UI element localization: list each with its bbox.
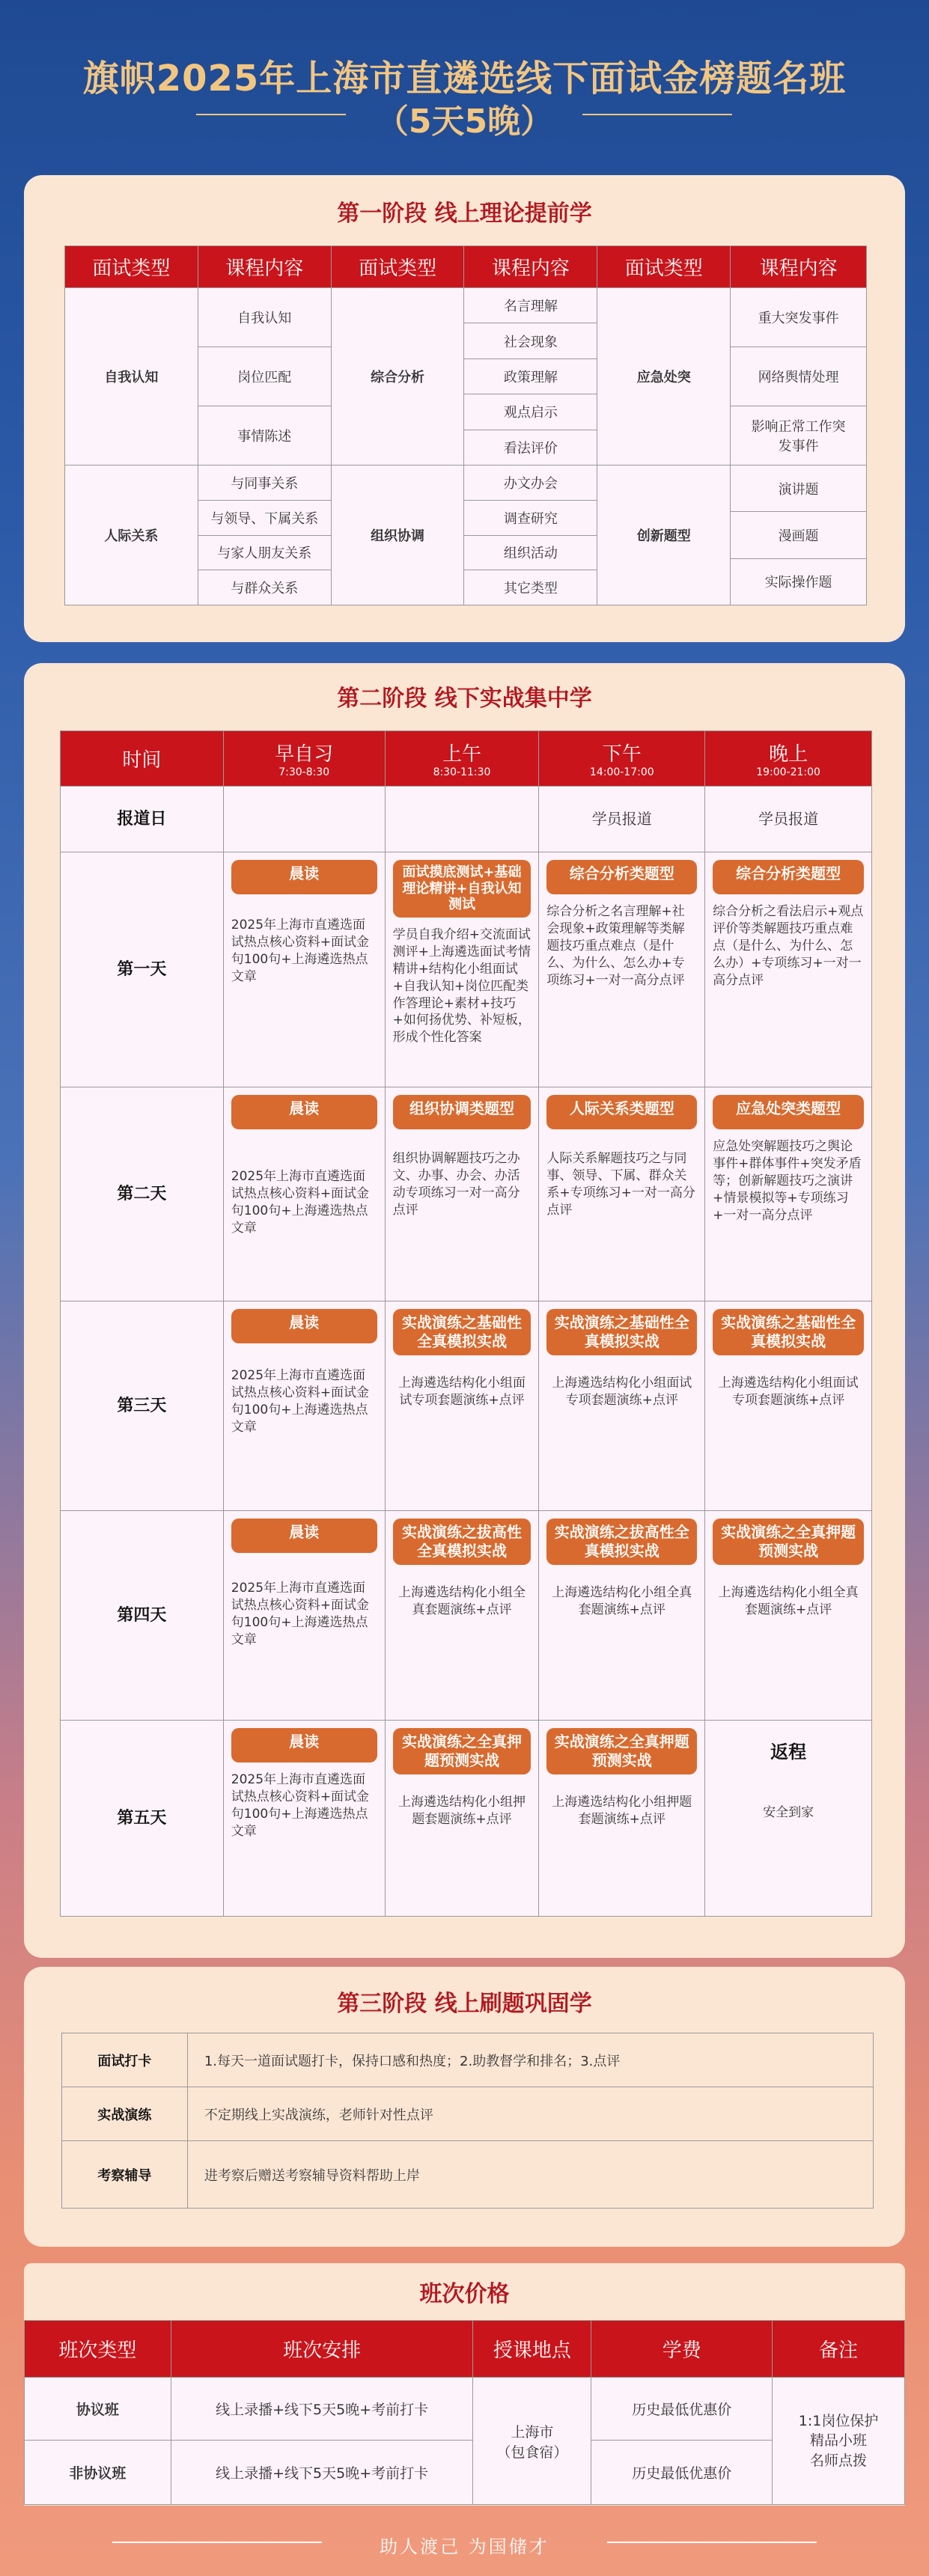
course-item: 漫画题 (731, 512, 866, 558)
session-pill: 实战演练之基础性全真模拟实战 (393, 1309, 531, 1355)
stage3-card (24, 1967, 905, 2247)
schedule-cell (705, 1511, 872, 1721)
course-item: 网络舆情处理 (731, 347, 866, 406)
report-afternoon: 学员报道 (539, 787, 705, 852)
stage3-text: 1.每天一道面试题打卡，保持口感和热度；2.助教督学和排名；3.点评 (187, 2033, 873, 2087)
price-table (24, 2320, 905, 2505)
course-list (731, 466, 867, 605)
course-item: 影响正常工作突发事件 (751, 419, 846, 454)
day-label: 第四天 (61, 1511, 224, 1721)
schedule-cell (539, 1301, 705, 1511)
class-type: 非协议班 (25, 2441, 171, 2505)
session-pill: 应急处突类题型 (713, 1095, 864, 1129)
course-list (198, 466, 331, 605)
course-item: 社会现象 (464, 323, 597, 358)
interview-type: 应急处突 (597, 288, 731, 466)
session-pill: 实战演练之基础性全真模拟实战 (713, 1309, 864, 1355)
title-divider-right (582, 114, 732, 115)
class-type: 协议班 (25, 2378, 171, 2441)
stage2-title: 第二阶段 线下实战集中学 (337, 686, 592, 712)
course-list (731, 288, 867, 466)
course-item: 与群众关系 (231, 581, 299, 597)
interview-type: 创新题型 (597, 466, 731, 605)
session-desc: 安全到家 (763, 1805, 814, 1821)
stage1-header: 面试类型 (331, 246, 464, 288)
course-item: 名言理解 (464, 288, 597, 323)
class-plan: 线上录播+线下5天5晚+考前打卡 (171, 2441, 473, 2505)
session-desc: 2025年上海市直遴选面试热点核心资料+面试金句100句+上海遴选热点文章 (231, 1772, 370, 1839)
session-pill: 组织协调类题型 (393, 1095, 531, 1129)
session-desc: 上海遴选结构化小组面试专项套题演练+点评 (718, 1376, 859, 1408)
session-pill: 实战演练之拔高性全真模拟实战 (393, 1519, 531, 1565)
session-pill: 综合分析类题型 (546, 860, 697, 894)
course-list (464, 466, 597, 605)
session-desc: 上海遴选结构化小组押题套题演练+点评 (552, 1795, 692, 1827)
stage1-header: 面试类型 (597, 246, 731, 288)
return-title: 返程 (770, 1742, 807, 1762)
session-desc: 上海遴选结构化小组全真套题演练+点评 (718, 1585, 859, 1617)
stage1-header: 课程内容 (198, 246, 331, 288)
schedule-cell (705, 1721, 872, 1917)
session-desc: 综合分析之名言理解+社会现象+政策理解等类解题技巧重点难点（是什么、为什么、怎么办+专项练习+一对一高分点评 (546, 904, 685, 988)
price-header: 授课地点 (473, 2321, 591, 2378)
session-desc: 学员自我介绍+交流面试测评+上海遴选面试考情精讲+结构化小组面试+自我认知+岗位匹配类作答理论+素材+技巧+如何扬优势、补短板，形成个性化答案 (392, 927, 531, 1046)
report-empty (223, 787, 385, 852)
session-desc: 综合分析之看法启示+观点评价等类解题技巧重点难点（是什么、为什么、怎么办）+专项练习+一对一高分点评 (713, 904, 864, 988)
session-pill: 人际关系类题型 (546, 1095, 697, 1129)
price-header: 备注 (773, 2321, 905, 2378)
session-pill: 晨读 (231, 1309, 377, 1343)
course-item: 与家人朋友关系 (198, 536, 331, 571)
session-pill: 实战演练之全真押题预测实战 (393, 1728, 531, 1774)
session-desc: 组织协调解题技巧之办文、办事、办会、办活动专项练习一对一高分点评 (392, 1151, 520, 1218)
day-label: 第二天 (61, 1087, 224, 1301)
course-item: 政策理解 (464, 359, 597, 394)
session-desc: 人际关系解题技巧之与同事、领导、下属、群众关系+专项练习+一对一高分点评 (546, 1151, 695, 1218)
class-fee: 历史最低优惠价 (591, 2441, 773, 2505)
day-label: 第一天 (61, 852, 224, 1087)
stage1-header: 课程内容 (731, 246, 867, 288)
schedule-cell (223, 1301, 385, 1511)
report-day: 报道日 (61, 787, 224, 852)
course-list (198, 288, 331, 466)
session-desc: 上海遴选结构化小组全真套题演练+点评 (398, 1585, 526, 1617)
stage2-card (24, 663, 905, 1958)
schedule-cell (705, 1087, 872, 1301)
schedule-header-morning: 上午 8:30-11:30 (385, 731, 539, 787)
course-item: 办文办会 (464, 466, 597, 501)
schedule-cell (385, 852, 539, 1087)
price-card (24, 2263, 905, 2506)
schedule-cell (223, 1087, 385, 1301)
schedule-cell (385, 1301, 539, 1511)
session-desc: 2025年上海市直遴选面试热点核心资料+面试金句100句+上海遴选热点文章 (231, 1169, 370, 1236)
stage3-table (61, 2033, 874, 2209)
schedule-header-time: 时间 (61, 731, 224, 787)
report-evening: 学员报道 (705, 787, 872, 852)
page-subtitle: （5天5晚） (375, 103, 554, 141)
stage3-label: 实战演练 (62, 2087, 188, 2141)
footer-slogan: 助人渡己 为国储才 (380, 2536, 549, 2557)
schedule-cell (385, 1511, 539, 1721)
day-label: 第三天 (61, 1301, 224, 1511)
page-title: 旗帜2025年上海市直遴选线下面试金榜题名班 (82, 58, 847, 100)
interview-type: 综合分析 (331, 288, 464, 466)
stage3-title: 第三阶段 线上刷题巩固学 (337, 1991, 592, 2017)
course-list (464, 288, 597, 466)
session-pill: 晨读 (231, 1728, 377, 1762)
schedule-cell (223, 852, 385, 1087)
schedule-cell (223, 1511, 385, 1721)
stage1-header: 面试类型 (65, 246, 198, 288)
session-pill: 实战演练之基础性全真模拟实战 (546, 1309, 697, 1355)
schedule-cell (705, 1301, 872, 1511)
course-item: 与领导、下属关系 (198, 501, 331, 536)
interview-type: 人际关系 (65, 466, 198, 605)
session-desc: 应急处突解题技巧之舆论事件+群体事件+突发矛盾等；创新解题技巧之演讲+情景模拟等+专项练习+一对一高分点评 (713, 1139, 862, 1223)
schedule-header-afternoon: 下午 14:00-17:00 (539, 731, 705, 787)
session-desc: 上海遴选结构化小组押题套题演练+点评 (398, 1795, 526, 1827)
session-pill: 面试摸底测试+基础理论精讲+自我认知测试 (393, 860, 531, 918)
price-header: 班次安排 (171, 2321, 473, 2378)
session-desc: 上海遴选结构化小组全真套题演练+点评 (552, 1585, 692, 1617)
session-desc: 2025年上海市直遴选面试热点核心资料+面试金句100句+上海遴选热点文章 (231, 918, 370, 984)
course-item: 组织活动 (464, 536, 597, 571)
session-pill: 晨读 (231, 1519, 377, 1553)
session-desc: 2025年上海市直遴选面试热点核心资料+面试金句100句+上海遴选热点文章 (231, 1581, 370, 1647)
course-item: 看法评价 (503, 440, 558, 457)
schedule-header-morning-study: 早自习 7:30-8:30 (223, 731, 385, 787)
session-desc: 2025年上海市直遴选面试热点核心资料+面试金句100句+上海遴选热点文章 (231, 1368, 370, 1435)
course-item: 演讲题 (731, 466, 866, 512)
session-pill: 晨读 (231, 860, 377, 894)
interview-type: 组织协调 (331, 466, 464, 605)
stage3-label: 考察辅导 (62, 2141, 188, 2209)
schedule-cell (385, 1721, 539, 1917)
session-desc: 上海遴选结构化小组面试专项套题演练+点评 (552, 1376, 692, 1408)
stage2-schedule-table (60, 730, 872, 1917)
course-item: 调查研究 (464, 501, 597, 536)
stage3-label: 面试打卡 (62, 2033, 188, 2087)
schedule-cell (539, 1087, 705, 1301)
session-pill: 实战演练之拔高性全真模拟实战 (546, 1519, 697, 1565)
schedule-cell (385, 1087, 539, 1301)
course-item: 其它类型 (503, 581, 558, 597)
class-note: 1:1岗位保护 精品小班 名师点拨 (773, 2378, 905, 2505)
course-item: 自我认知 (198, 288, 331, 347)
schedule-cell (705, 852, 872, 1087)
report-empty (385, 787, 539, 852)
session-pill: 实战演练之全真押题预测实战 (713, 1519, 864, 1565)
session-desc: 上海遴选结构化小组面试专项套题演练+点评 (398, 1376, 526, 1408)
stage1-card (24, 175, 905, 642)
stage3-text: 不定期线上实战演练，老师针对性点评 (187, 2087, 873, 2141)
schedule-cell (539, 1721, 705, 1917)
session-pill: 实战演练之全真押题预测实战 (546, 1728, 697, 1774)
course-item: 重大突发事件 (731, 288, 866, 347)
price-header: 班次类型 (25, 2321, 171, 2378)
price-title: 班次价格 (419, 2281, 510, 2307)
session-pill: 晨读 (231, 1095, 377, 1129)
course-item: 岗位匹配 (198, 347, 331, 406)
schedule-cell (223, 1721, 385, 1917)
course-item: 观点启示 (464, 394, 597, 430)
session-pill: 综合分析类题型 (713, 860, 864, 894)
schedule-cell (539, 1511, 705, 1721)
schedule-cell (539, 852, 705, 1087)
price-header: 学费 (591, 2321, 773, 2378)
class-plan: 线上录播+线下5天5晚+考前打卡 (171, 2378, 473, 2441)
course-item: 实际操作题 (764, 575, 832, 591)
stage1-header: 课程内容 (464, 246, 597, 288)
stage3-text: 进考察后赠送考察辅导资料帮助上岸 (187, 2141, 873, 2209)
interview-type: 自我认知 (65, 288, 198, 466)
stage1-title: 第一阶段 线上理论提前学 (337, 201, 592, 227)
day-label: 第五天 (61, 1721, 224, 1917)
stage1-table (64, 245, 867, 605)
class-fee: 历史最低优惠价 (591, 2378, 773, 2441)
course-item: 与同事关系 (198, 466, 331, 501)
title-divider-left (196, 114, 346, 115)
class-location: 上海市 （包食宿） (473, 2378, 591, 2505)
course-item: 事情陈述 (237, 429, 292, 445)
schedule-header-evening: 晚上 19:00-21:00 (705, 731, 872, 787)
